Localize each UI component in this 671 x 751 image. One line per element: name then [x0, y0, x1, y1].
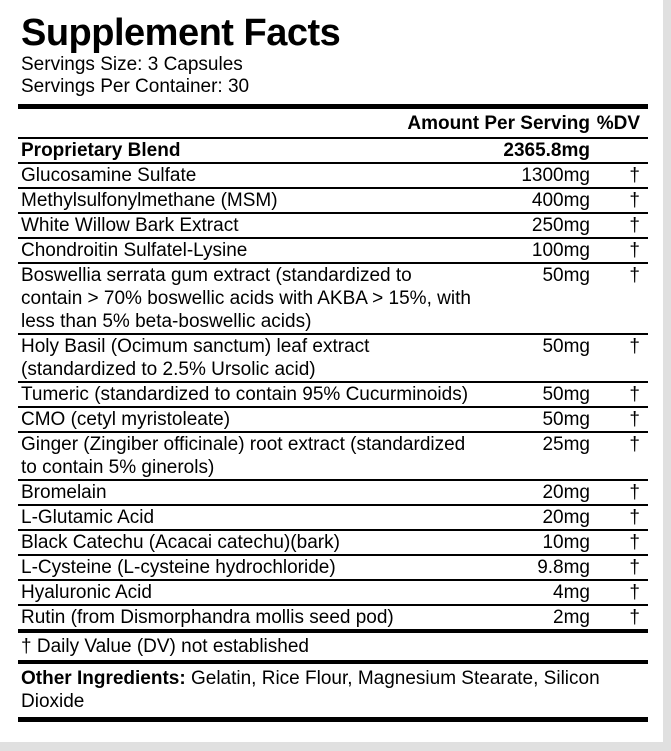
- ingredient-name: Proprietary Blend: [21, 140, 181, 161]
- ingredient-name: Holy Basil (Ocimum sanctum) leaf extract (standardized to 2.5% Ursolic acid): [21, 336, 370, 380]
- ingredient-amount: 50mg: [542, 409, 590, 430]
- ingredient-amount: 25mg: [542, 434, 590, 455]
- table-row: [18, 506, 648, 531]
- ingredient-dv: †: [629, 336, 640, 357]
- table-row: [18, 408, 648, 433]
- servings-per-container-text: Servings Per Container: 30: [21, 76, 250, 97]
- ingredient-name: CMO (cetyl myristoleate): [21, 409, 231, 430]
- other-ingredients-label: Other Ingredients:: [21, 668, 186, 689]
- ingredient-amount: 2mg: [553, 607, 590, 628]
- ingredient-name: Bromelain: [21, 482, 107, 503]
- dv-header: %DV: [596, 113, 640, 134]
- ingredient-name: Glucosamine Sulfate: [21, 165, 197, 186]
- daily-value-footnote: † Daily Value (DV) not established: [18, 633, 648, 664]
- table-row: [18, 433, 648, 481]
- amount-per-serving-header: Amount Per Serving: [407, 113, 590, 134]
- ingredient-dv: †: [629, 265, 640, 286]
- ingredient-amount: 10mg: [542, 532, 590, 553]
- ingredient-amount: 50mg: [542, 265, 590, 286]
- table-row: [18, 556, 648, 581]
- ingredient-name: Chondroitin Sulfatel-Lysine: [21, 240, 248, 261]
- ingredient-amount: 1300mg: [521, 165, 590, 186]
- table-row: [18, 383, 648, 408]
- ingredient-amount: 100mg: [531, 240, 590, 261]
- ingredient-amount: 4mg: [553, 582, 590, 603]
- other-ingredients: [18, 664, 648, 722]
- ingredient-dv: †: [629, 557, 640, 578]
- ingredient-dv: †: [629, 507, 640, 528]
- ingredient-dv: †: [629, 582, 640, 603]
- serving-size-text: Servings Size: 3 Capsules: [21, 54, 243, 75]
- ingredient-name: L-Glutamic Acid: [21, 507, 155, 528]
- ingredient-dv: †: [629, 165, 640, 186]
- table-row: [18, 581, 648, 606]
- ingredient-dv: †: [629, 215, 640, 236]
- ingredient-dv: †: [629, 384, 640, 405]
- table-row: [18, 335, 648, 383]
- ingredient-name: Rutin (from Dismorphandra mollis seed pod): [21, 607, 394, 628]
- table-row: [18, 264, 648, 335]
- table-row: [18, 164, 648, 189]
- ingredient-dv: †: [629, 607, 640, 628]
- ingredient-dv: †: [629, 409, 640, 430]
- ingredient-name: L-Cysteine (L-cysteine hydrochloride): [21, 557, 336, 578]
- ingredient-amount: 20mg: [542, 482, 590, 503]
- table-row: [18, 606, 648, 633]
- table-row: [18, 481, 648, 506]
- ingredient-dv: †: [629, 434, 640, 455]
- table-row: [18, 531, 648, 556]
- table-header: [18, 109, 648, 139]
- table-row: [18, 189, 648, 214]
- table-row: [18, 214, 648, 239]
- other-ingredients-text: Gelatin, Rice Flour, Magnesium Stearate, Silicon Dioxide: [21, 668, 600, 712]
- ingredient-amount: 9.8mg: [537, 557, 590, 578]
- label-title: Supplement Facts: [21, 12, 341, 54]
- ingredients-table: [18, 139, 648, 633]
- ingredient-name: Hyaluronic Acid: [21, 582, 152, 603]
- ingredient-amount: 2365.8mg: [503, 140, 590, 161]
- proprietary-blend-row: [18, 139, 648, 164]
- ingredient-name: White Willow Bark Extract: [21, 215, 239, 236]
- ingredient-name: Ginger (Zingiber officinale) root extract (standardized to contain 5% ginerols): [21, 434, 466, 478]
- ingredient-name: Tumeric (standardized to contain 95% Cucurminoids): [21, 384, 469, 405]
- ingredient-dv: †: [629, 190, 640, 211]
- table-row: [18, 239, 648, 264]
- ingredient-dv: †: [629, 532, 640, 553]
- ingredient-dv: †: [629, 482, 640, 503]
- ingredient-name: Black Catechu (Acacai catechu)(bark): [21, 532, 340, 553]
- ingredient-amount: 250mg: [531, 215, 590, 236]
- ingredient-name: Boswellia serrata gum extract (standardized to contain > 70% boswellic acids with AKBA > 15%, with less than 5% beta-boswellic acids): [21, 265, 471, 332]
- ingredient-amount: 400mg: [531, 190, 590, 211]
- ingredient-name: Methylsulfonylmethane (MSM): [21, 190, 278, 211]
- ingredient-amount: 50mg: [542, 336, 590, 357]
- ingredient-amount: 20mg: [542, 507, 590, 528]
- ingredient-amount: 50mg: [542, 384, 590, 405]
- ingredient-dv: †: [629, 240, 640, 261]
